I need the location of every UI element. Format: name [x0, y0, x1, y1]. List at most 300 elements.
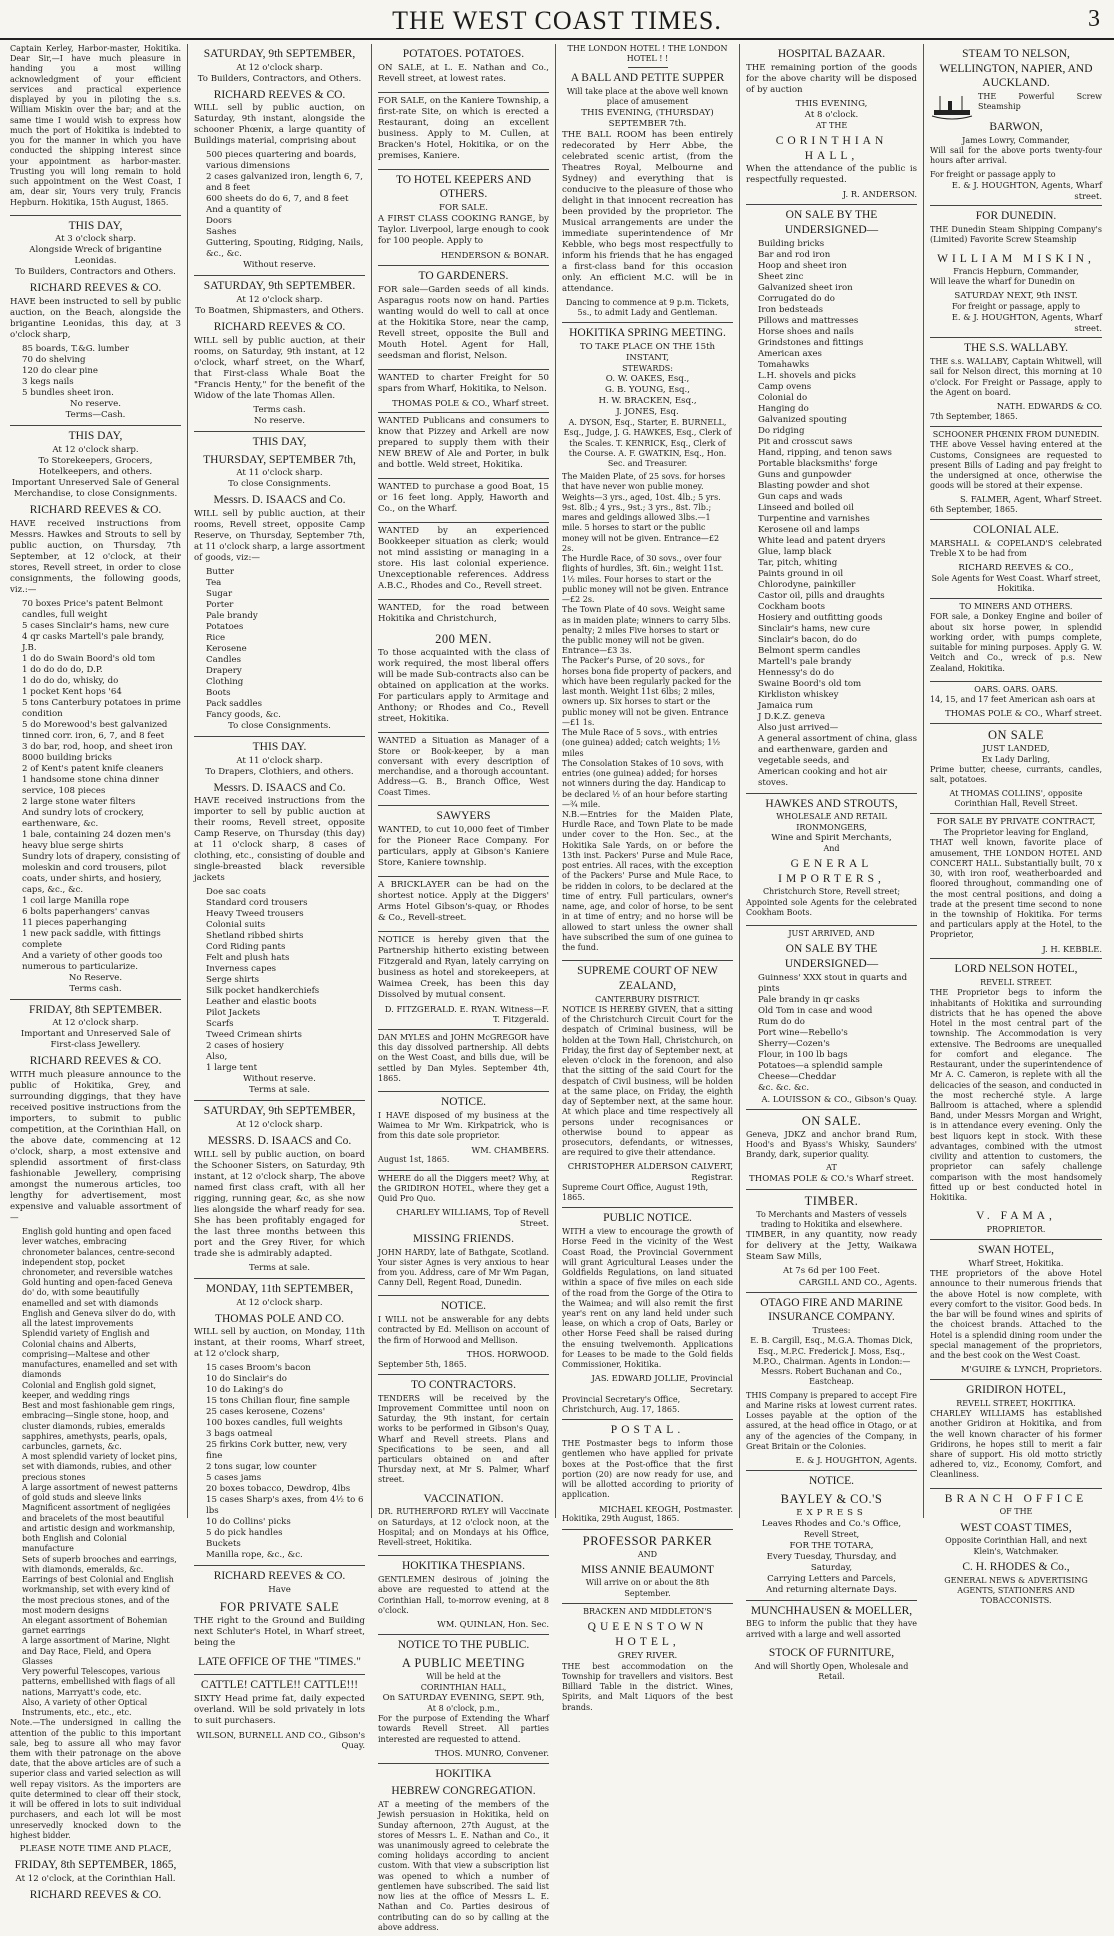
ad-address: Christchurch Store, Revell street;	[762, 887, 901, 897]
list-item: 2 cases galvanized iron, length 6, 7, and 8 feet	[206, 172, 364, 194]
list-item: Serge shirts	[206, 975, 260, 986]
ad-signature: J. R. ANDERSON.	[842, 189, 917, 200]
ad-heading: PUBLIC NOTICE.	[603, 1212, 692, 1225]
ad-master: James Lowry, Commander,	[962, 135, 1070, 145]
list-item: Splendid variety of English and Colonial chains and Alberts, comprising—Maltese and other manufactures, enamelled and set with diamonds	[22, 1329, 178, 1380]
ad-sub: GENERAL NEWS & ADVERTISING AGENTS, STATIONERS AND TOBACCONISTS.	[944, 1575, 1088, 1606]
ad-heading: HOSPITAL BAZAAR.	[777, 48, 886, 60]
ad-sub: CANTERBURY DISTRICT.	[595, 994, 700, 1004]
ad-date: FRIDAY, 8th SEPTEMBER, 1865,	[14, 1859, 177, 1872]
ad-sub: A PUBLIC MEETING	[401, 1656, 526, 1671]
column-5	[740, 44, 924, 1681]
rule	[378, 1763, 549, 1764]
list-item: 15 cases Sharp's axes, from 4½ to 6 lbs	[206, 1495, 364, 1517]
list-item: Pillows and mattresses	[758, 315, 859, 326]
ad-heading: ON SALE BY THE UNDERSIGNED—	[784, 943, 879, 971]
ad-signature: THOS. MUNRO, Convener.	[434, 1747, 549, 1758]
ad-freight: For freight or passage, apply to	[951, 301, 1081, 311]
ad-sub: WHOLESALE AND RETAIL IRONMONGERS,	[776, 812, 887, 832]
list-item: Buckets	[206, 1539, 241, 1550]
ad-body: For the purpose of Extending the Wharf towards Revell Street. All parties interested are requested to attend.	[378, 1714, 549, 1744]
list-item: J D.K.Z. geneva	[758, 711, 826, 722]
list-item: Linseed and boiled oil	[758, 502, 854, 513]
list-item: Blasting powder and shot	[758, 480, 870, 491]
ad-signature: THOMAS POLE & CO., Wharf street.	[945, 708, 1102, 719]
item-list	[194, 1363, 365, 1561]
ad-place: PLEASE NOTE TIME AND PLACE,	[19, 1844, 172, 1855]
list-item: Turpentine and varnishes	[758, 513, 870, 524]
ad-time: At 12 o'clock sharp.	[236, 62, 323, 73]
list-item: J. JONES, Esq.	[616, 407, 679, 418]
column-2	[188, 44, 372, 1751]
list-item: L.H. shovels and picks	[758, 370, 856, 381]
list-item: Hanging do	[758, 403, 809, 414]
list-item: Boots	[206, 688, 231, 699]
list-item: The Town Plate of 40 sovs. Weight same as in maiden plate; winners to carry 5lbs. penalty; 2 miles Five horses to start or the public money will not be given. Entrance—£3 3s.	[562, 605, 731, 656]
rule	[378, 1374, 549, 1375]
list-item: Belmont sperm candles	[758, 645, 861, 656]
ad-line: And returning alternate Days.	[766, 1584, 897, 1595]
ad-firm: RICHARD REEVES & CO.	[213, 1570, 346, 1583]
list-item: Earrings of best Colonial and English workmanship, set with every kind of the most precious stones, and of the most modern designs	[22, 1575, 174, 1615]
list-item: English gold hunting and open faced lever watches, embracing chronometer balances, centre-second independent stop, pocket chronometer, and reversible watches	[22, 1227, 175, 1277]
ad-heading: NOTICE.	[440, 1300, 487, 1313]
list-item: The Consolation Stakes of 10 sovs, with entries (one guinea) added; for horses not winners during the day. Handicap to be declared ½ of an hour before starting—¾ mile.	[562, 758, 728, 809]
ad-heading: GRIDIRON HOTEL,	[966, 1384, 1066, 1397]
rule	[378, 265, 549, 266]
ad-body: MARSHALL & COPELAND'S celebrated Treble X to be had from	[930, 539, 1102, 559]
list-item: Hoop and sheet iron	[758, 260, 847, 271]
steamship-icon	[930, 92, 974, 120]
rule	[930, 337, 1102, 338]
rule	[930, 1239, 1102, 1240]
ad-line: FOR THE TOTARA,	[789, 1540, 874, 1551]
list-item: 1 coil large Manilla rope	[22, 895, 130, 906]
ship-name: WILLIAM MISKIN,	[937, 252, 1095, 265]
ad-time: At 12 o'clock sharp.	[236, 295, 323, 306]
rule	[194, 431, 365, 432]
rule	[378, 1170, 549, 1171]
ad-body: JOHN HARDY, late of Bathgate, Scotland. Your sister Agnes is very anxious to hear from you. Address, care of Mr Wm Pagan, Canny Dell, Regent Road, Dunedin.	[378, 1247, 549, 1288]
list-item: 3 do bar, rod, hoop, and sheet iron	[22, 741, 173, 752]
list-item: Fancy goods, &c.	[206, 710, 281, 721]
list-item: 100 boxes candles, full weights	[206, 1418, 343, 1429]
ad-ex: Ex Lady Darling,	[981, 754, 1051, 764]
list-item: 1 do do do, whisky, do	[22, 675, 119, 686]
list-item: 1 handsome stone china dinner service, 108 pieces	[22, 774, 159, 796]
list-item: Chlorodyne, painkiller	[758, 579, 856, 590]
ad-body: WANTED, for the road between Hokitika and Christchurch,	[378, 603, 549, 625]
ad-heading: TO CONTRACTORS.	[410, 1378, 516, 1391]
rule	[562, 322, 733, 323]
list-item: H. W. BRACKEN, Esq.,	[598, 396, 697, 407]
list-item: Potatoes	[206, 622, 244, 633]
rule	[746, 1292, 917, 1293]
ad-heading: FOR PRIVATE SALE	[219, 1600, 340, 1615]
ad-body: NOTICE IS HEREBY GIVEN, that a sitting of the Christchurch Circuit Court for the despatch of Criminal business, will be holden at the Town Hall, Christchurch, on Friday, the first day of September next, at eleven o'clock in the forenoon, and also that the sitting of the said Court for the despatch of Civil business, will be holden at the same place, on Friday, the eighth day of September next, at the same hour. At which place and time respectively all persons under recognisances or otherwise bound to appear as prosecutors, defendants, or witnesses, are required to give their attendance.	[562, 1004, 733, 1158]
list-item: Best and most fashionable gem rings, embracing—Single stone, hoop, and cluster diamonds, rubies, emeralds sapphires, amethysts, pearls, opals, carbuncles, garnets, &c.	[22, 1401, 175, 1451]
ad-firm: MESSRS. D. ISAACS and Co.	[207, 1135, 352, 1148]
list-item: Castor oil, pills and draughts	[758, 590, 885, 601]
rule	[194, 1565, 365, 1566]
list-item: Pale brandy in qr casks	[758, 994, 860, 1005]
ad-time: At 12 o'clock sharp.	[52, 1018, 139, 1029]
ad-heading: POTATOES. POTATOES.	[402, 48, 525, 60]
ad-body: FOR sale, a Donkey Engine and boiler of about six horse power, in splendid working order, with pumps complete, suitable for mining purposes. Apply G. W. Veitch and Co., wreck of p.s. New Zealand, Hokitika.	[930, 612, 1102, 673]
ad-sub: Will take place at the above well known place of amusement	[566, 87, 729, 107]
rule	[194, 1100, 365, 1101]
ad-body: Leaves Rhodes and Co.'s Office,	[761, 1519, 902, 1530]
ad-audience: To close Consignments.	[228, 479, 331, 490]
list-item: 15 tons Chilian flour, fine sample	[206, 1396, 350, 1407]
ad-body: THE Proprietor begs to inform the inhabitants of Hokitika and surrounding districts that he has opened the above Hotel in the most central part of the township. The Accommodation is very extensive. The Bedrooms are unequalled for comfort and elegance. The Restaurant, under the superintendence of Mr A. C. Cameron, is replete with all the delicacies of the season, and conducted in the most recherché style. A large Ballroom is attached, where a splendid Band, under Messrs Morgan and Wright, is in attendance every evening. Only the best liquors kept in stock. With these advantages, combined with the utmost civility and attention to customers, the proprietor can safely challenge comparison with the most handsomely fitted up or best conducted hotel in Hokitika.	[930, 988, 1102, 1203]
ad-price: At 7s 6d per 100 Feet.	[783, 1265, 880, 1276]
list-item: Hand, ripping, and tenon saws	[758, 447, 892, 458]
ad-date: THIS EVENING, (THURSDAY) SEPTEMBER 7th.	[581, 107, 714, 129]
ship-name: BARWON,	[989, 121, 1043, 134]
ad-body: WITH much pleasure announce to the public of Hokitika, Grey, and surrounding diggings, that they have received positive instructions from the importers, to submit to public competition, at the Corinthian Hall, on the above date, commencing at 12 o'clock, sharp, a most extensive and splendid assortment of first-class fashionable Jewellery, comprising amongst the numerous articles, too lengthy for advertisement, most expensive and valuable assortment of—	[10, 1070, 181, 1224]
list-item: 1 bale, containing 24 dozen men's heavy blue serge shirts	[22, 829, 171, 851]
rule	[930, 958, 1102, 959]
ad-heading: LORD NELSON HOTEL,	[954, 963, 1078, 976]
ad-body: WANTED to charter Freight for 50 spars from Wharf, Hokitika, to Nelson.	[378, 372, 549, 394]
ad-body: NOTICE is hereby given that the Partnership hitherto existing between Fitzgerald and Ryan, lately carrying on business as hotel and storekeepers, at Waimea Creek, has been this day Dissolved by mutual consent.	[378, 934, 549, 1000]
ad-signature: D. FITZGERALD. E. RYAN. Witness—F. T. Fitzgerald.	[384, 1003, 549, 1025]
ad-body: ON SALE, at L. E. Nathan and Co., Revell street, at lowest rates.	[378, 62, 549, 84]
ad-body: THAT well known, favorite place of amusement, THE LONDON HOTEL AND CONCERT HALL. Substantially built, 70 x 30, with iron roof, weatherboarded and floored throughout, commanding one of the most central positions, and doing a trade at the present time second to none in the township of Hokitika. For terms and particulars apply at the Hotel, to the Proprietor,	[930, 838, 1102, 940]
ad-heading: CATTLE! CATTLE!! CATTLE!!!	[200, 1678, 359, 1691]
ad-close: To close Consignments.	[228, 721, 331, 732]
list-item: Colonial do	[758, 392, 808, 403]
list-item: Do ridging	[758, 425, 805, 436]
ad-top: THE LONDON HOTEL ! THE LONDON HOTEL ! !	[567, 44, 728, 64]
ad-body: Opposite Corinthian Hall, and next Klein's, Watchmaker.	[945, 1536, 1087, 1556]
ad-freight: For freight or passage apply to	[930, 169, 1056, 179]
rule	[562, 960, 733, 961]
ad-line: And will Shortly Open, Wholesale and Retail.	[754, 1661, 909, 1681]
ad-body: Appointed sole Agents for the celebrated Cookham Boots.	[746, 897, 917, 917]
ad-and: AND	[637, 1549, 658, 1559]
list-item: Kerosene oil and lamps	[758, 524, 860, 535]
list-item: Hosiery and outfitting goods	[758, 612, 883, 623]
list-item: Martell's pale brandy	[758, 656, 852, 667]
rule	[930, 519, 1102, 520]
ad-firm: RICHARD REEVES & CO.	[213, 321, 346, 334]
ad-body: WITH a view to encourage the growth of Horse Feed in the vicinity of the West Coast Road, the Provincial Government will grant Agricultural Leases under the Goldfields Regulations, on land situated within a space of five miles on each side of the road from the Gorge of the Otira to the Waimea; and will also remit the first year's rent on any land held under such lease, on which a crop of Oats, Barley or other Horse Feed shall be raised during the ensuing twelvemonth. Applications for Leases to be made to the Gold fields Commissioner, Hokitika.	[562, 1227, 733, 1370]
ad-line: Carrying Letters and Parcels,	[767, 1573, 896, 1584]
rule	[746, 1600, 917, 1601]
ad-heading: NOTICE.	[440, 1096, 487, 1109]
ad-master: Francis Hepburn, Commander,	[953, 267, 1079, 277]
ad-reserve: No Reserve.	[68, 972, 123, 983]
ad-hall: CORINTHIAN HALL,	[775, 134, 888, 162]
list-item: Tweed Crimean shirts	[206, 1030, 302, 1041]
list-item: 1 large tent	[206, 1063, 258, 1074]
page-number: 3	[1088, 6, 1100, 32]
ad-sub: HEBREW CONGREGATION.	[391, 1785, 536, 1798]
list-item: Rice	[206, 633, 226, 644]
ad-heading: ON SALE	[988, 727, 1044, 742]
rule	[746, 1109, 917, 1110]
list-item: And sundry lots of crockery, earthenware, &c.	[22, 807, 145, 829]
ad-body: FOR SALE, on the Kaniere Township, a first-rate Site, on which is erected a Restaurant, doing an excellent business. Apply to M. Cullen, at Bracken's Hotel, Hokitika, or on the premises, Kaniere.	[378, 95, 549, 161]
ad-heading: SUPREME COURT OF NEW ZEALAND,	[577, 965, 718, 992]
list-item: 600 sheets do do 6, 7, and 8 feet	[206, 194, 349, 205]
rule	[930, 598, 1102, 599]
ad-heading: SATURDAY, 9th SEPTEMBER,	[203, 48, 356, 60]
ad-signature: MICHAEL KEOGH, Postmaster.	[599, 1503, 733, 1514]
list-item: Pilot Jackets	[206, 1008, 261, 1019]
list-item: 5 bundles sheet iron.	[22, 388, 114, 399]
list-item: Kirkliston whiskey	[758, 689, 839, 700]
ad-body: Will arrive on or about the 8th September.	[585, 1578, 710, 1598]
rule	[746, 793, 917, 794]
list-item: Iron bedsteads	[758, 304, 824, 315]
list-item: Also,	[206, 1052, 228, 1063]
ad-heading: THIS DAY,	[252, 435, 307, 448]
ad-body: Prime butter, cheese, currants, candles, salt, potatoes.	[930, 765, 1102, 785]
list-item: Colonial and English gold signet, keeper, and wedding rings	[22, 1380, 157, 1400]
list-item: Clothing	[206, 677, 244, 688]
list-item: Also just arrived—	[758, 722, 839, 733]
ad-body: 14, 15, and 17 feet American ash oars at	[930, 694, 1096, 704]
item-list	[10, 344, 181, 399]
ad-firm: MUNCHHAUSEN & MOELLER,	[750, 1604, 913, 1617]
ad-date: Supreme Court Office, August 19th, 1865.	[562, 1182, 709, 1203]
ad-body: WILL sell by auction, on Monday, 11th instant, at their rooms, Wharf street, at 12 o'clock sharp,	[194, 1327, 365, 1360]
rule	[746, 1189, 917, 1190]
column-1	[4, 44, 188, 1901]
rule	[930, 723, 1102, 724]
list-item: 11 pieces paperhanging	[22, 917, 127, 928]
list-item: 5 do Morewood's best galvanized tinned corr. iron, 6, 7, and 8 feet	[22, 719, 168, 741]
list-item: Horse shoes and nails	[758, 326, 854, 337]
list-item: Paints ground in oil	[758, 568, 844, 579]
list-item: 5 do pick handles	[206, 1528, 283, 1539]
ad-firm: Messrs. D. ISAACS and Co.	[213, 781, 346, 794]
rule	[10, 425, 181, 426]
ad-date: 7th September, 1865.	[930, 411, 1018, 421]
list-item: Swaine Boord's old tom	[758, 678, 862, 689]
ad-signature: THOMAS POLE & CO.'s Wharf street.	[748, 1173, 914, 1184]
ad-body: WHERE do all the Diggers meet? Why, at the GRIDIRON HOTEL, where they get a Quid Pro Quo.	[378, 1173, 549, 1204]
rule	[378, 169, 549, 170]
ad-body: To those acquainted with the class of work required, the most liberal offers will be made Sub-contracts also can be obtained on application at the works. For particulars apply to Armitage and Anthony; or Rhodes and Co., Revell street, Hokitika.	[378, 648, 549, 725]
rule	[746, 204, 917, 205]
list-item: A general assortment of china, glass and earthenware, garden and vegetable seeds, and	[758, 733, 917, 766]
list-item: 70 boxes Price's patent Belmont candles, full weight	[22, 598, 163, 620]
ad-body: THE proprietors of the above Hotel announce to their numerous friends that the above Hotel is now complete, with every comfort to the visitor. Good beds. In the bar will be found wines and spirits of the choicest brands. Attached to the Hotel is a splendid dining room under the special management of the proprietors, and the best cook on the West Coast.	[930, 1269, 1102, 1361]
ad-body: A BRICKLAYER can be had on the shortest notice. Apply at the Diggers' Arms Hotel Gibson's-quay, or Rhodes & Co., Revell-street.	[378, 879, 549, 923]
ad-firm: RICHARD REEVES & CO.	[29, 503, 162, 516]
ad-body: Will leave the wharf for Dunedin on	[930, 277, 1075, 287]
ad-trustees: E. B. Cargill, Esq., M.G.A. Thomas Dick, Esq., M.P.C. Frederick J. Moss, Esq., M.P.O., Chairman. Agents in London:— Messrs. Robert Buchanan and Co., Eastcheap.	[750, 1336, 913, 1387]
list-item: American axes	[758, 348, 822, 359]
ad-stewards-label: STEWARDS:	[622, 363, 673, 373]
ad-heading: OTAGO FIRE AND MARINE INSURANCE COMPANY.	[760, 1296, 903, 1324]
ad-terms: Terms at sale.	[249, 1085, 310, 1096]
ad-heading: FOR SALE BY PRIVATE CONTRACT,	[936, 817, 1096, 828]
rule	[628, 67, 668, 68]
list-item: Guns and gunpowder	[758, 469, 852, 480]
list-item: 10 do Collins' picks	[206, 1517, 291, 1528]
list-item: Tar, pitch, whiting	[758, 557, 838, 568]
list-item: Silk pocket handkerchiefs	[206, 986, 320, 997]
rule	[378, 1555, 549, 1556]
ad-date: 6th September, 1865.	[930, 505, 1018, 515]
rule	[930, 426, 1102, 427]
rule	[378, 412, 549, 413]
rule	[378, 478, 549, 479]
list-item: Sundry lots of drapery, consisting of moleskin and cord trousers, pilot coats, under shirts, and hosiery, caps, &c., &c.	[22, 851, 180, 895]
columns	[4, 44, 1110, 1932]
ad-reserve: No reserve.	[254, 415, 305, 426]
ad-heading: GENERAL IMPORTERS,	[778, 858, 885, 885]
list-item: Hennessy's do do	[758, 667, 834, 678]
ad-sub: REVELL STREET, HOKITIKA.	[956, 1398, 1076, 1408]
ad-heading: COLONIAL ALE.	[973, 524, 1059, 537]
list-item: Gold hunting and open-faced Geneva do' do, with some beautifully enamelled and set with diamonds	[22, 1278, 173, 1308]
ad-heading: HOKITIKA THESPIANS.	[401, 1560, 526, 1573]
list-item: 2 large stone water filters	[22, 796, 136, 807]
ad-firm: RICHARD REEVES & CO.,	[958, 562, 1074, 573]
ad-body-row	[930, 92, 1102, 115]
ad-body: THE Powerful Screw Steamship	[978, 92, 1102, 112]
rule	[378, 876, 549, 877]
list-item: Port wine—Rebello's	[758, 1027, 848, 1038]
rule	[378, 92, 549, 93]
list-item: Sets of superb brooches and earrings, with diamonds, emeralds, &c.	[22, 1554, 177, 1574]
ad-time: At 11 o'clock sharp.	[236, 468, 323, 479]
masthead	[0, 0, 1114, 40]
ad-body: I WILL not be answerable for any debts contracted by Ed. Mellison on account of the firm of Horwood and Mellison.	[378, 1315, 549, 1345]
list-item: 8000 building bricks	[22, 752, 112, 763]
ad-signature: NATH. EDWARDS & CO.	[996, 401, 1102, 412]
ad-location: At 12 o'clock, at the Corinthian Hall.	[15, 1873, 176, 1884]
rule	[194, 1674, 365, 1675]
column-6	[924, 44, 1108, 1606]
rule	[378, 931, 549, 932]
list-item: Grindstones and fittings	[758, 337, 864, 348]
ad-sub: Important and Unreserved Sale of First-class Jewellery.	[20, 1029, 171, 1051]
ad-heading: TO MINERS AND OTHERS.	[959, 602, 1073, 612]
ad-body: GENTLEMEN desirous of joining the above are requested to attend at the Corinthian Hall, to-morrow evening, at 8 o'clock.	[378, 1575, 549, 1615]
ad-of: OF THE	[999, 1507, 1033, 1517]
list-item: Kerosene	[206, 644, 247, 655]
list-item: A large assortment of Marine, Night and Day Race, Field, and Opera Glasses	[22, 1636, 170, 1666]
ad-terms: Terms at sale.	[249, 1262, 310, 1273]
ad-body: I HAVE disposed of my business at the Waimea to Mr Wm. Kirkpatrick, who is from this date sole proprietor.	[378, 1110, 549, 1141]
ad-date: THURSDAY, SEPTEMBER 7th,	[203, 453, 356, 466]
ad-tickets: Dancing to commence at 9 p.m. Tickets, 5s., to admit Lady and Gentleman.	[565, 297, 730, 317]
ad-heading: THE S.S. WALLABY.	[963, 342, 1069, 355]
ad-date: THIS EVENING,	[795, 98, 868, 109]
rule	[562, 1419, 733, 1420]
ad-heading: VACCINATION.	[423, 1492, 504, 1505]
rule	[930, 813, 1102, 814]
ad-note: N.B.—Entries for the Maiden Plate, Hurdle Race, and Town Plate to be made under cover to the Hon. Sec., at the Hokitika Sale Yards, on or before the 13th inst. Packers' Purse and Mule Race, post entries. All races, with the exception of the Packers' Purse and Mule Race, to be ridden in colors, to be declared at the time of entry. Full particulars, owner's name, age, and color of horse, to be sent in at time of entry; and no horse will be allowed to start unless the owner shall have subscribed the sum of one guinea to the fund.	[562, 809, 733, 953]
ad-terms: Terms—Cash.	[65, 410, 126, 421]
ad-heading: THIS DAY,	[68, 430, 123, 443]
ad-top: JUST ARRIVED, AND	[788, 929, 875, 939]
ad-time: At 12 o'clock sharp.	[236, 1297, 323, 1308]
list-item: Gun caps and wads	[758, 491, 843, 502]
ad-heading: SATURDAY, 9th SEPTEMBER.	[203, 280, 356, 293]
ad-reserve: Without reserve.	[243, 260, 316, 271]
list-item: 4 qr casks Martell's pale brandy, J.B.	[22, 631, 165, 653]
ad-date: On SATURDAY EVENING, SEPT. 9th,	[382, 1692, 545, 1703]
ad-sub: The Proprietor leaving for England,	[943, 828, 1089, 838]
ad-body: THE best accommodation on the Township for travellers and visitors. Best Billiard Table in the district. Wines, Spirits, and Malt Liquors of the best brands.	[562, 1661, 733, 1712]
list-item: Manilla rope, &c., &c.	[206, 1550, 303, 1561]
ad-top: BRACKEN AND MIDDLETON'S	[583, 1606, 712, 1616]
ad-heading: ON SALE BY THE UNDERSIGNED—	[784, 209, 879, 236]
ad-terms: Terms cash.	[253, 404, 306, 415]
list-item: A most splendid variety of locket pins, set with diamonds, rubies, and other precious stones	[22, 1452, 178, 1482]
ad-heading: QUEENSTOWN HOTEL,	[587, 1621, 708, 1648]
ad-signature: E. & J. HOUGHTON, Agents, Wharf street.	[951, 179, 1102, 201]
ad-body: THE right to the Ground and Building next Schluter's Hotel, in Wharf street, being the	[194, 1616, 365, 1649]
ad-audience: To Builders, Contractors, and Others.	[197, 73, 362, 84]
list-item: Drapery	[206, 666, 242, 677]
list-item: The Hurdle Race, of 30 sovs., over four flights of hurdles, 3ft. 6in.; weight 11st. 1½ miles. Four horses to start or the public money will not be given. Entrance—£2 2s.	[562, 554, 729, 605]
ad-heading: STEAM TO NELSON, WELLINGTON, NAPIER, AND AUCKLAND.	[939, 48, 1093, 90]
ad-time: At 11 o'clock sharp.	[236, 755, 323, 766]
ad-and: And	[823, 843, 840, 853]
rule	[562, 1529, 733, 1530]
ad-heading: FOR DUNEDIN.	[975, 210, 1057, 223]
rule	[378, 1091, 549, 1092]
list-item: 2 of Kent's patent knife cleaners	[22, 763, 164, 774]
list-item: White lead and patent dryers	[758, 535, 886, 546]
ad-body: THE Dunedin Steam Shipping Company's (Limited) Favorite Screw Steamship	[930, 225, 1102, 245]
rule	[194, 275, 365, 276]
ad-heading: HOKITIKA SPRING MEETING.	[569, 327, 726, 340]
list-item: Cockham boots	[758, 601, 826, 612]
ad-heading: SAWYERS	[436, 809, 491, 822]
list-item: Leather and elastic boots	[206, 997, 317, 1008]
ad-heading: SCHOONER PHŒNIX FROM DUNEDIN.	[932, 430, 1100, 440]
rule	[746, 925, 917, 926]
list-item: 1 new pack saddle, with fittings complete	[22, 928, 161, 950]
rule	[378, 599, 549, 600]
ad-time: At 3 o'clock sharp.	[55, 234, 136, 245]
ad-audience: To Storekeepers, Grocers, Hotelkeepers, and others.	[38, 455, 153, 477]
list-item: Rum do do	[758, 1016, 805, 1027]
ad-time: At 12 o'clock sharp.	[52, 444, 139, 455]
list-item: Bar and rod iron	[758, 249, 831, 260]
list-item: Porter	[206, 600, 234, 611]
ad-body: FOR sale—Garden seeds of all kinds. Asparagus roots now on hand. Parties wanting would do well to call at once at the Hokitika Store, near the camp, Revell street, opposite the Bull and Mouth Hotel. Agent for Hall, seedsman and florist, Nelson.	[378, 284, 549, 361]
rule	[378, 1029, 549, 1030]
list-item: 25 cases kerosene, Cozens'	[206, 1407, 326, 1418]
list-item: Standard cord trousers	[206, 898, 308, 909]
ad-firm: RICHARD REEVES & CO.	[213, 88, 346, 101]
list-item: American cooking and hot air stoves.	[758, 766, 888, 788]
item-list	[194, 567, 365, 721]
list-item: Potatoes—a splendid sample	[758, 1060, 883, 1071]
ad-sub: EXPRESS	[796, 1508, 867, 1519]
ad-firm: C. H. RHODES & Co.,	[962, 1560, 1070, 1573]
rule	[746, 1470, 917, 1471]
rule	[10, 215, 181, 216]
rule	[378, 369, 549, 370]
list-item: Cord Riding pants	[206, 942, 286, 953]
rule	[930, 681, 1102, 682]
ad-body: When the attendance of the public is respectfully requested.	[746, 164, 917, 186]
ad-time: At 8 o'clock, p.m.,	[427, 1703, 500, 1713]
ad-audience: To Drapers, Clothiers, and others.	[205, 766, 354, 777]
